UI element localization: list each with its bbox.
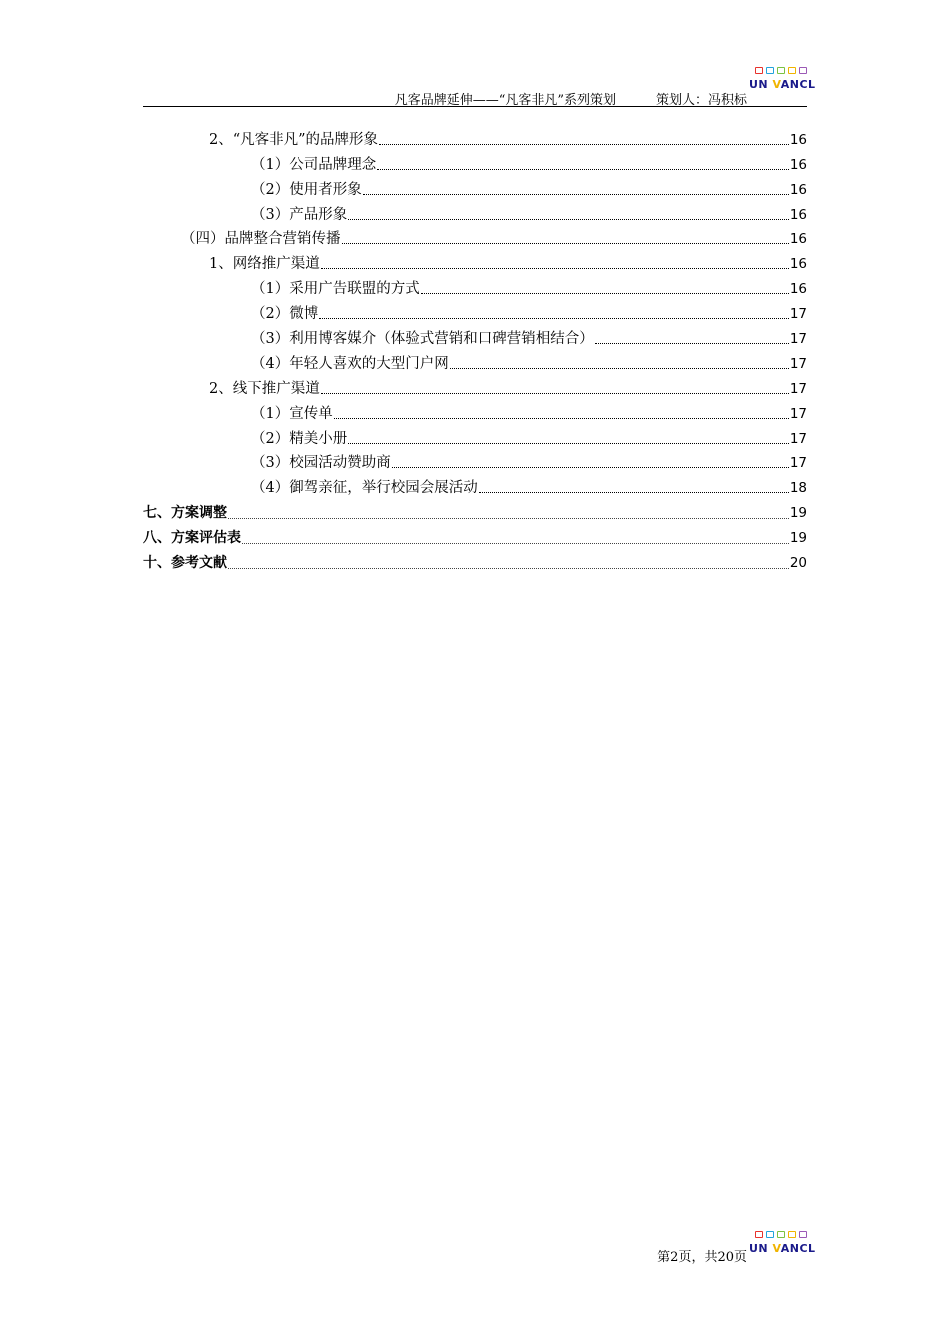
toc-entry[interactable] [143,424,807,449]
toc-entry-label: （四）品牌整合营销传播 [181,231,341,248]
toc-dot-leader [319,317,789,319]
toc-entry[interactable] [143,200,807,225]
toc-entry[interactable] [143,299,807,324]
header-planner: 策划人：冯积标 [655,93,747,108]
logo-mark [788,67,796,74]
toc-entry-page-number: 19 [789,530,807,547]
logo-mark [799,1231,807,1238]
logo-mark [766,1231,774,1238]
toc-entry[interactable] [143,150,807,175]
toc-entry[interactable] [143,399,807,424]
toc-dot-leader [228,567,789,569]
toc-entry[interactable] [143,374,807,399]
toc-entry-page-number: 20 [789,555,807,572]
page-footer [143,1230,816,1270]
toc-entry[interactable] [143,249,807,274]
toc-entry-label: 2、“凡客非凡”的品牌形象 [209,131,379,148]
vancl-logo [749,67,816,97]
toc-entry-label: 2、线下推广渠道 [209,380,320,397]
toc-dot-leader [228,517,789,519]
toc-entry-page-number: 17 [789,430,807,447]
toc-dot-leader [321,392,789,394]
page-header [143,64,816,108]
toc-dot-leader [379,143,789,145]
toc-entry[interactable] [143,125,807,150]
toc-dot-leader [377,168,789,170]
toc-entry-label: （2）微博 [251,306,319,323]
toc-entry-page-number: 17 [789,331,807,348]
toc-entry-page-number: 16 [789,231,807,248]
toc-entry-label: （4）年轻人喜欢的大型门户网 [251,355,449,372]
toc-entry[interactable] [143,498,807,523]
logo-mark [766,67,774,74]
toc-entry[interactable] [143,449,807,474]
toc-entry-page-number: 16 [789,206,807,223]
header-text [395,89,747,108]
toc-dot-leader [421,292,789,294]
toc-dot-leader [348,218,789,220]
toc-dot-leader [363,193,789,195]
logo-mark [788,1231,796,1238]
toc-dot-leader [595,342,789,344]
toc-entry[interactable] [143,324,807,349]
logo-mark [777,67,785,74]
toc-entry-label: 八、方案评估表 [143,530,241,547]
toc-entry[interactable] [143,523,807,548]
toc-entry-page-number: 17 [789,380,807,397]
header-title: 凡客品牌延伸——“凡客非凡”系列策划 [394,93,616,108]
toc-entry-label: 十、参考文献 [143,555,227,572]
toc-entry-page-number: 18 [789,480,807,497]
toc-dot-leader [334,417,789,419]
toc-entry[interactable] [143,225,807,250]
toc-entry-label: （3）产品形象 [251,206,348,223]
toc-entry-page-number: 16 [789,256,807,273]
toc-entry-label: 七、方案调整 [143,505,227,522]
toc-dot-leader [242,542,789,544]
toc-entry-label: （3）校园活动赞助商 [251,455,391,472]
toc-entry-page-number: 16 [789,281,807,298]
logo-text: UN VANCL [749,78,816,91]
vancl-logo [749,1231,816,1261]
logo-text: UN VANCL [749,1242,816,1255]
toc-dot-leader [321,267,789,269]
toc-entry-label: （2）使用者形象 [251,181,362,198]
toc-entry[interactable] [143,473,807,498]
logo-marks [755,1231,807,1238]
toc-entry-label: 1、网络推广渠道 [209,256,320,273]
logo-mark [799,67,807,74]
toc-entry[interactable] [143,175,807,200]
toc-entry-page-number: 16 [789,156,807,173]
toc-entry[interactable] [143,349,807,374]
toc-entry-label: （1）公司品牌理念 [251,156,377,173]
toc-entry-label: （2）精美小册 [251,430,348,447]
logo-mark [755,1231,763,1238]
toc-dot-leader [342,242,789,244]
toc-entry-page-number: 17 [789,405,807,422]
footer-page-info: 第2页，共20页 [657,1250,747,1265]
toc-entry-page-number: 17 [789,306,807,323]
toc-entry-label: （3）利用博客媒介（体验式营销和口碑营销相结合） [251,331,594,348]
toc-dot-leader [392,466,789,468]
toc-entry[interactable] [143,548,807,573]
toc-entry-page-number: 19 [789,505,807,522]
toc-entry-label: （1）采用广告联盟的方式 [251,281,420,298]
table-of-contents [143,125,807,573]
toc-entry-label: （4）御驾亲征，举行校园会展活动 [251,480,478,497]
toc-entry-page-number: 16 [789,181,807,198]
logo-marks [755,67,807,74]
toc-entry-page-number: 17 [789,455,807,472]
logo-mark [755,67,763,74]
toc-dot-leader [479,491,789,493]
toc-entry-page-number: 17 [789,355,807,372]
toc-entry-page-number: 16 [789,131,807,148]
toc-entry[interactable] [143,274,807,299]
toc-entry-label: （1）宣传单 [251,405,333,422]
toc-dot-leader [348,442,789,444]
logo-mark [777,1231,785,1238]
toc-dot-leader [450,367,789,369]
